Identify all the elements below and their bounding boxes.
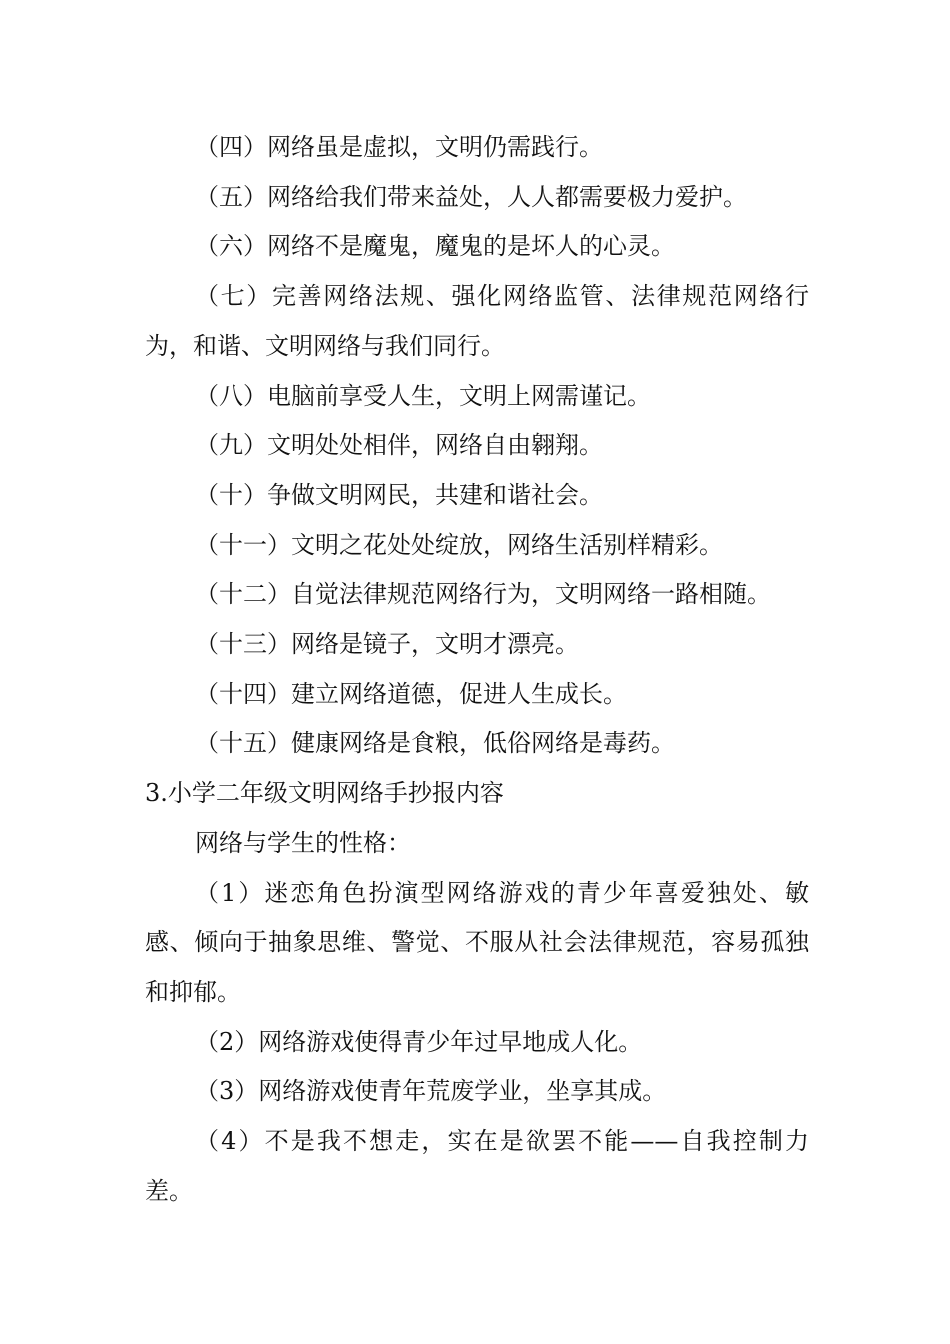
paragraph-slogan-10: （十）争做文明网民，共建和谐社会。	[195, 480, 603, 509]
paragraph-point-3: （3）网络游戏使青年荒废学业，坐享其成。	[195, 1077, 667, 1106]
paragraph-slogan-5: （五）网络给我们带来益处，人人都需要极力爱护。	[195, 182, 747, 211]
paragraph-slogan-7: （七）完善网络法规、强化网络监管、法律规范网络行为，和谐、文明网络与我们同行。	[145, 282, 809, 360]
paragraph-slogan-15: （十五）健康网络是食粮，低俗网络是毒药。	[195, 729, 675, 758]
paragraph-slogan-4: （四）网络虽是虚拟，文明仍需践行。	[195, 133, 603, 161]
paragraph-slogan-6: （六）网络不是魔鬼，魔鬼的是坏人的心灵。	[195, 232, 675, 261]
paragraph-point-4: （4）不是我不想走，实在是欲罢不能——自我控制力差。	[145, 1127, 809, 1205]
paragraph-slogan-13: （十三）网络是镜子，文明才漂亮。	[195, 630, 579, 659]
document-page	[145, 123, 809, 1216]
paragraph-slogan-11: （十一）文明之花处处绽放，网络生活别样精彩。	[195, 530, 723, 559]
paragraph-slogan-12: （十二）自觉法律规范网络行为，文明网络一路相随。	[195, 580, 771, 609]
paragraph-point-2: （2）网络游戏使得青少年过早地成人化。	[195, 1027, 643, 1056]
section-heading: 3.小学二年级文明网络手抄报内容	[145, 779, 504, 808]
paragraph-slogan-14: （十四）建立网络道德，促进人生成长。	[195, 679, 627, 708]
paragraph-slogan-8: （八）电脑前享受人生，文明上网需谨记。	[195, 381, 651, 410]
paragraph-slogan-9: （九）文明处处相伴，网络自由翱翔。	[195, 431, 603, 460]
paragraph-point-1: （1）迷恋角色扮演型网络游戏的青少年喜爱独处、敏感、倾向于抽象思维、警觉、不服从社会法律规范，容易孤独和抑郁。	[145, 878, 809, 1006]
paragraph-subheading: 网络与学生的性格：	[195, 828, 411, 857]
